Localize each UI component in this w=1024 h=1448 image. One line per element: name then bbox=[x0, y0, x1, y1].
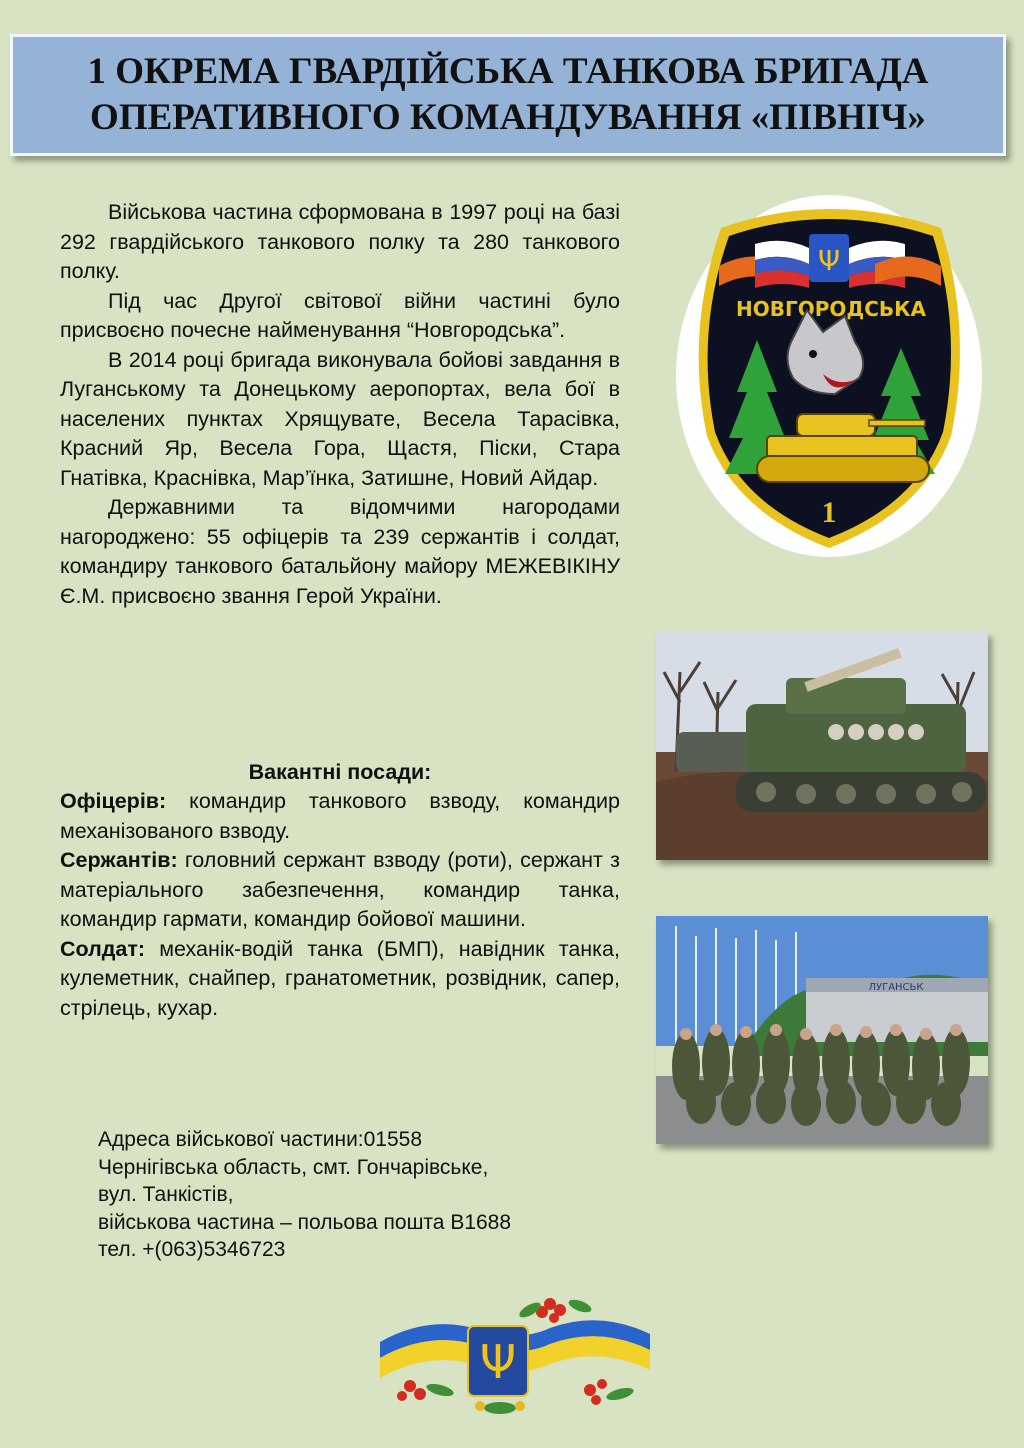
airport-sign-text: ЛУГАНСЬК bbox=[868, 982, 924, 993]
patch-name-text: НОВГОРОДСЬКА bbox=[736, 297, 926, 321]
vacancy-soldiers-label: Солдат: bbox=[60, 936, 146, 961]
vacancies-list bbox=[60, 787, 620, 1023]
address-line-1: Адреса військової частини:01558 bbox=[98, 1128, 423, 1151]
vacancies-heading: Вакантні посади: bbox=[248, 760, 432, 784]
vacancy-officers-label: Офіцерів: bbox=[60, 789, 167, 813]
history-section bbox=[60, 198, 620, 611]
page-title-line-2: ОПЕРАТИВНОГО КОМАНДУВАННЯ «ПІВНІЧ» bbox=[90, 97, 926, 138]
photo-group-airport bbox=[656, 916, 988, 1144]
history-paragraph-2: Під час Другої світової війни частині було присвоєно почесне найменування “Новгородська”. bbox=[60, 288, 620, 342]
vacancy-sergeants bbox=[60, 846, 620, 935]
title-banner bbox=[10, 34, 1006, 156]
history-paragraph-3: В 2014 році бригада виконувала бойові завдання в Луганському та Донецькому аеропортах, вела бої в населених пунктах Хрящувате, Весела Тарасівка, Красний Яр, Весела Гора, Щастя, Піски, Стара Гнатівка, Краснівка, Мар’їнка, Затишне, Новий Айдар. bbox=[60, 347, 620, 490]
address-line-2: Чернігівська область, смт. Гончарівське, bbox=[98, 1155, 489, 1179]
address-phone: тел. +(063)5346723 bbox=[98, 1238, 286, 1261]
history-paragraph-1: Військова частина сформована в 1997 році на базі 292 гвардійського танкового полку та 280 танкового полку. bbox=[60, 200, 620, 283]
vacancy-officers bbox=[60, 787, 620, 846]
address-line-3: вул. Танкістів, bbox=[98, 1183, 234, 1206]
vacancy-soldiers bbox=[60, 935, 620, 1024]
svg-text:Ψ: Ψ bbox=[479, 1335, 517, 1389]
vacancy-sergeants-text: головний сержант взводу (роти), сержант з матеріального забезпечення, командир танка, командир гармати, командир бойової машини. bbox=[60, 848, 620, 931]
brigade-patch-emblem bbox=[673, 192, 985, 560]
address-line-4: військова частина – польова пошта В1688 bbox=[98, 1210, 512, 1234]
vacancy-officers-text: командир танкового взводу, командир механізованого взводу. bbox=[60, 789, 620, 843]
patch-number-text: 1 bbox=[821, 496, 837, 529]
history-paragraph-4: Державними та відомчими нагородами нагороджено: 55 офіцерів та 239 сержантів і солдат, командиру танкового батальйону майору МЕЖЕВІКІНУ Є.М. присвоєно звання Герой України. bbox=[60, 495, 620, 608]
svg-text:Ψ: Ψ bbox=[817, 244, 841, 277]
vacancy-soldiers-text: механік-водій танка (БМП), навідник танка, кулеметник, снайпер, гранатометник, розвідник, сапер, стрілець, кухар. bbox=[60, 936, 620, 1020]
vacancy-sergeants-label: Сержантів: bbox=[60, 848, 178, 872]
page-title-line-1: 1 ОКРЕМА ГВАРДІЙСЬКА ТАНКОВА БРИГАДА bbox=[87, 51, 929, 92]
photo-tanks bbox=[656, 632, 988, 860]
footer-flag-trident-emblem bbox=[370, 1290, 660, 1420]
unit-address bbox=[98, 1126, 511, 1264]
